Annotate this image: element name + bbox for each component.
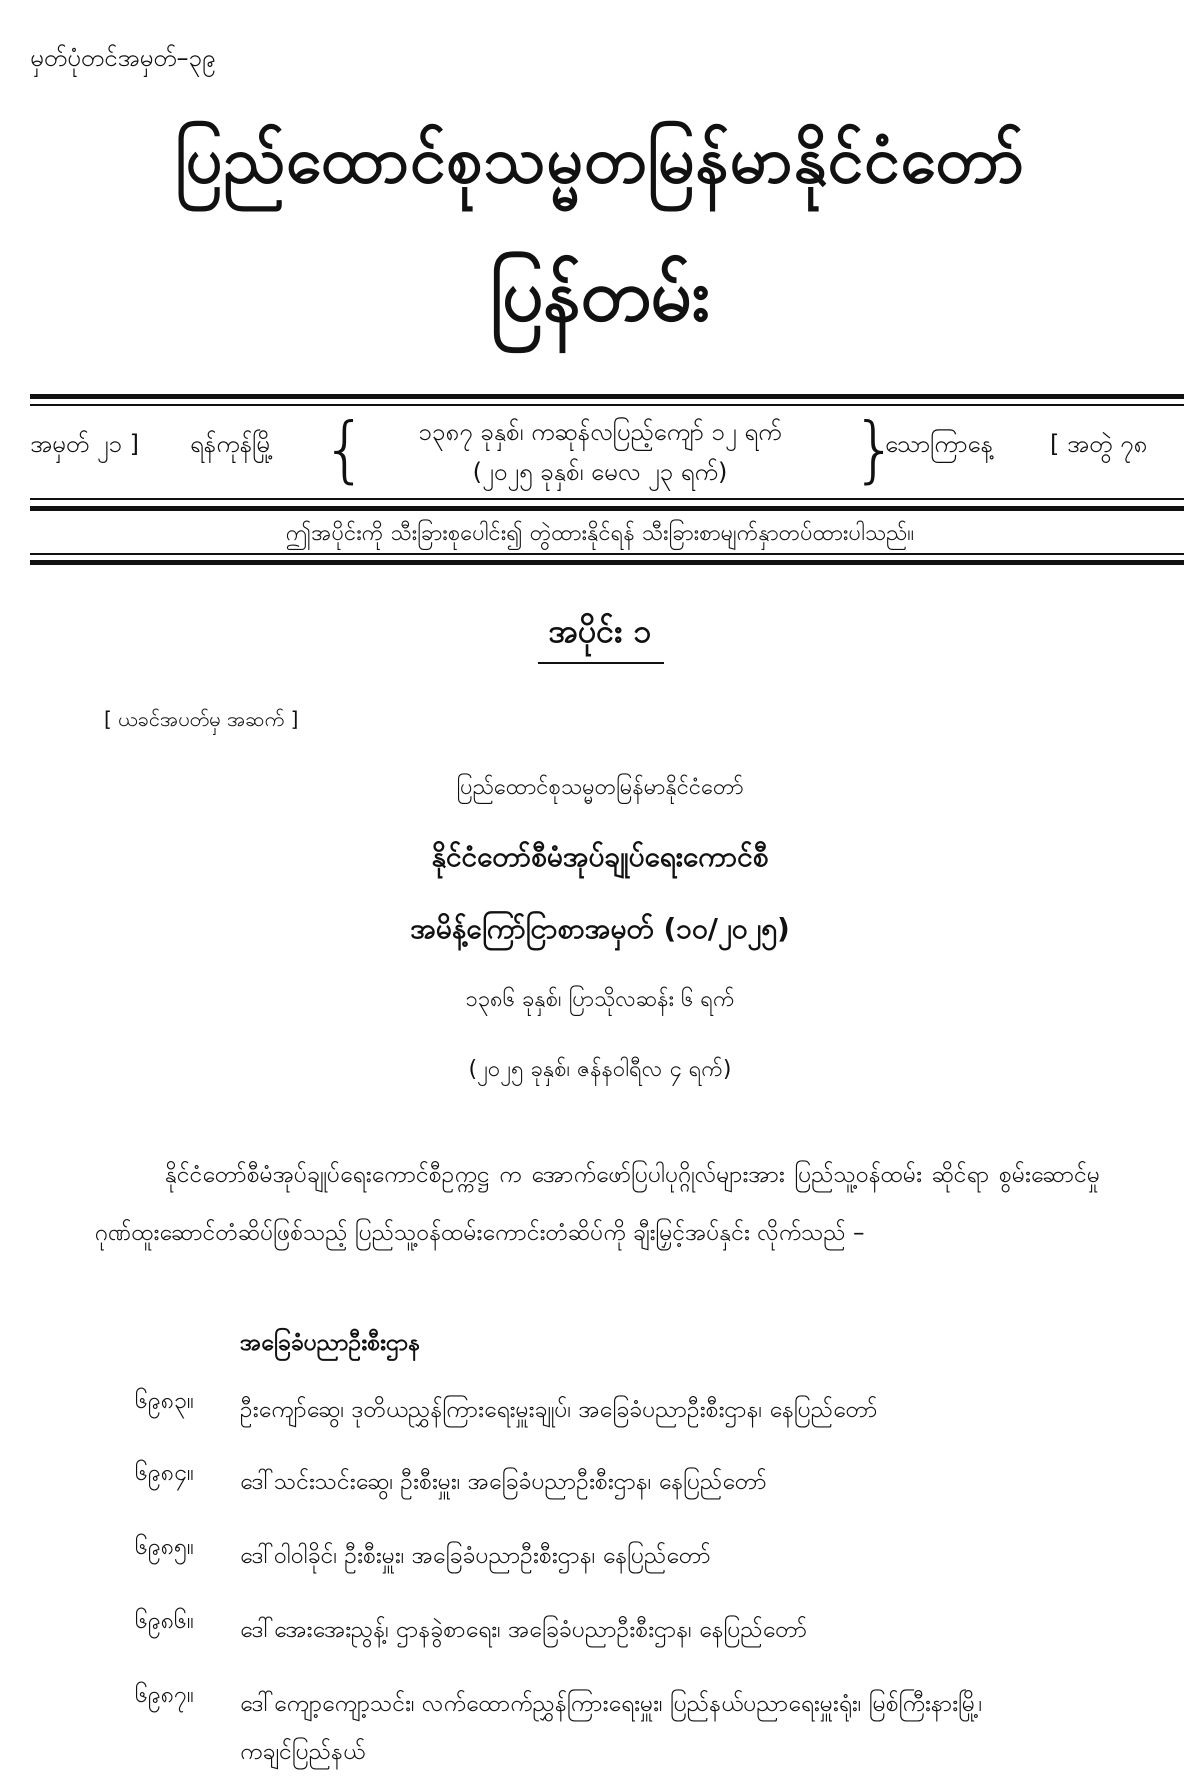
department-heading: အခြေခံပညာဦးစီးဌာန: [240, 1330, 421, 1356]
issue-date-gregorian: (၂၀၂၅ ခုနှစ်၊ မေလ ၂၃ ရက်): [472, 458, 728, 486]
list-item-text: ဒေါ်သင်းသင်းဆွေ၊ ဦးစီးမှူး၊ အခြေခံပညာဦးစီးဌာန၊ နေပြည်တော်: [240, 1469, 767, 1495]
list-item-text: ဒေါ်အေးအေးညွန့်၊ ဌာနခွဲစာရေး၊ အခြေခံပညာဦးစီးဌာန၊ နေပြည်တော်: [240, 1617, 808, 1643]
list-item-number: ၆၉၈၇။: [135, 1682, 194, 1708]
separate-pagination-notice: ဤအပိုင်းကို သီးခြားစုပေါင်း၍ တွဲထားနိုင်ရန် သီးခြားစာမျက်နှာတပ်ထားပါသည်။: [285, 521, 915, 546]
order-issuing-office: နိုင်ငံတော်စီမံအုပ်ချုပ်ရေးကောင်စီ: [431, 840, 769, 873]
registration-number: မှတ်ပုံတင်အမှတ်–၃၉: [30, 44, 216, 72]
notice-rule-thin: [30, 553, 1184, 555]
order-date-gregorian: (၂၀၂၅ ခုနှစ်၊ ဇန်နဝါရီလ ၄ ရက်): [468, 1057, 732, 1082]
list-item-number: ၆၉၈၅။: [135, 1534, 194, 1560]
volume-number: [ အတွဲ ၇၈: [1050, 430, 1148, 458]
gazette-title-gazette: ပြန်တမ်း: [490, 253, 710, 337]
gazette-title-country: ပြည်ထောင်စုသမ္မတမြန်မာနိုင်ငံတော်: [174, 124, 1026, 198]
list-item-text: ဒေါ်ကျော့ကျော့သင်း၊ လက်ထောက်ညွှန်ကြားရေးမှူး၊ ပြည်နယ်ပညာရေးမှူးရုံး၊ မြစ်ကြီးနားမြို့၊ ကချင်ပြည်နယ်: [240, 1691, 983, 1765]
order-body-paragraph: နိုင်ငံတော်စီမံအုပ်ချုပ်ရေးကောင်စီဥက္ကဋ္ဌ က အောက်ဖော်ပြပါပုဂ္ဂိုလ်များအား ပြည်သူ့ဝန်ထမ်း ဆိုင်ရာ စွမ်းဆောင်မှုဂုဏ်ထူးဆောင်တံဆိပ်ဖြစ်သည့် ပြည်သူ့ဝန်ထမ်းကောင်းတံဆိပ်ကို ချီးမြှင့်အပ်နှင်း လိုက်သည် –: [95, 1162, 1100, 1246]
left-brace: {: [322, 407, 368, 491]
part-heading-underline: [538, 662, 664, 664]
weekday: သောကြာနေ့: [885, 430, 993, 458]
city: ရန်ကုန်မြို့: [190, 430, 274, 458]
notice-rule-thick: [30, 560, 1184, 565]
order-date-myanmar: ၁၃၈၆ ခုနှစ်၊ ပြာသိုလဆန်း ၆ ရက်: [465, 987, 735, 1012]
right-brace: }: [852, 407, 898, 491]
header-rule-thick-top: [30, 394, 1184, 399]
issue-date-myanmar: ၁၃၈၇ ခုနှစ်၊ ကဆုန်လပြည့်ကျော် ၁၂ ရက်: [418, 418, 782, 446]
list-item-text: ဒေါ်ဝါဝါခိုင်၊ ဦးစီးမှူး၊ အခြေခံပညာဦးစီးဌာန၊ နေပြည်တော်: [240, 1543, 711, 1569]
part-heading: အပိုင်း ၁: [548, 612, 652, 650]
header-rule-thick-bottom: [30, 506, 1184, 511]
list-item-number: ၆၉၈၃။: [135, 1388, 194, 1414]
continued-note: [ ယခင်အပတ်မှ အဆက် ]: [104, 707, 299, 731]
list-item-number: ၆၉၈၆။: [135, 1608, 194, 1634]
header-rule-thin-top: [30, 404, 1184, 406]
issue-number: အမှတ် ၂၁ ]: [30, 430, 140, 458]
order-government: ပြည်ထောင်စုသမ္မတမြန်မာနိုင်ငံတော်: [456, 775, 744, 800]
order-number: အမိန့်ကြော်ငြာစာအမှတ် (၁၀/၂၀၂၅): [410, 912, 790, 945]
header-rule-thin-bottom: [30, 498, 1184, 500]
list-item-text: ဦးကျော်ဆွေ၊ ဒုတိယညွှန်ကြားရေးမှူးချုပ်၊ အခြေခံပညာဦးစီးဌာန၊ နေပြည်တော်: [240, 1397, 878, 1423]
list-item-number: ၆၉၈၄။: [135, 1460, 194, 1486]
